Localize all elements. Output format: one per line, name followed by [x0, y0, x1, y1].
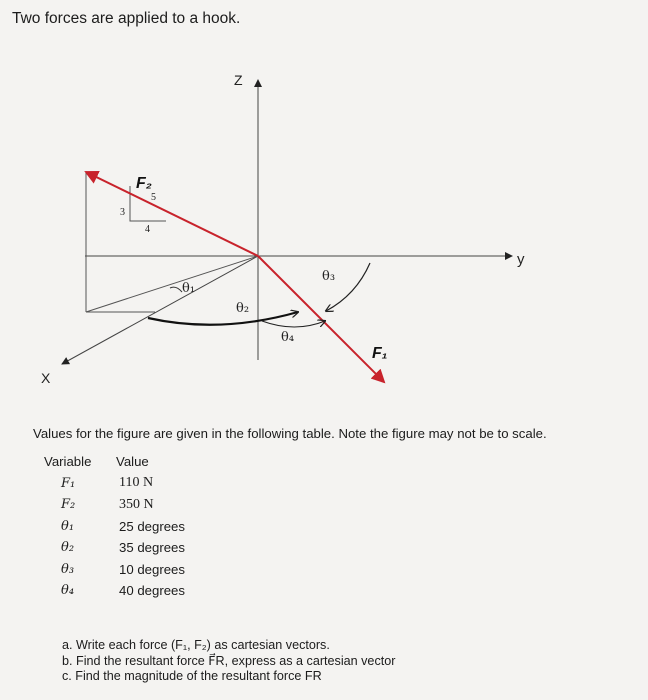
table-cell-value: 35 degrees — [119, 540, 185, 556]
problem-title: Two forces are applied to a hook. — [12, 10, 241, 27]
values-table — [38, 451, 185, 602]
theta4-label: θ₄ — [281, 330, 295, 345]
theta2-arc — [148, 312, 298, 325]
table-row — [38, 494, 185, 516]
table-cell-variable: θ₄ — [61, 583, 75, 599]
triangle-vert-label: 3 — [120, 207, 125, 218]
question-c: c. Find the magnitude of the resultant force FR — [62, 669, 322, 683]
table-cell-variable: θ₁ — [61, 518, 75, 534]
triangle-hyp-label: 5 — [151, 192, 156, 203]
table-cell-variable: θ₂ — [61, 540, 75, 556]
table-row — [38, 559, 185, 581]
table-cell-value: 40 degrees — [119, 583, 185, 599]
theta4-arc — [262, 321, 325, 327]
triangle-horiz-label: 4 — [145, 224, 150, 235]
f1-force-arrow — [258, 256, 384, 382]
table-row — [38, 537, 185, 559]
figure-note: Values for the figure are given in the following table. Note the figure may not be to scale. — [33, 426, 547, 441]
f2-force-arrow — [86, 172, 258, 256]
table-row — [38, 473, 185, 495]
y-axis-label: y — [517, 251, 525, 268]
theta3-label: θ₃ — [322, 269, 336, 284]
table-row — [38, 516, 185, 538]
table-cell-variable: θ₃ — [61, 561, 75, 577]
theta2-label: θ₂ — [236, 301, 250, 316]
f1-label: F₁ — [372, 345, 388, 362]
table-cell-value: 110 N — [119, 475, 154, 491]
x-axis-label: X — [41, 370, 51, 386]
table-cell-variable: F₁ — [61, 475, 76, 491]
column-header-variable: Variable — [44, 454, 92, 470]
table-row — [38, 580, 185, 602]
theta1-arc — [170, 287, 182, 292]
z-axis-label: Z — [234, 72, 243, 88]
table-cell-value: 350 N — [119, 496, 154, 512]
question-b: b. Find the resultant force F⃗R, express as a cartesian vector — [62, 653, 396, 668]
question-list — [62, 638, 395, 685]
theta1-label: θ₁ — [182, 281, 196, 296]
table-cell-value: 10 degrees — [119, 561, 185, 577]
table-cell-variable: F₂ — [61, 497, 76, 513]
table-cell-value: 25 degrees — [119, 518, 185, 534]
column-header-value: Value — [116, 454, 149, 470]
question-a: a. Write each force (F₁, F₂) as cartesian vectors. — [62, 638, 330, 652]
table-header-row — [38, 451, 185, 473]
f2-label: F₂ — [136, 175, 152, 192]
